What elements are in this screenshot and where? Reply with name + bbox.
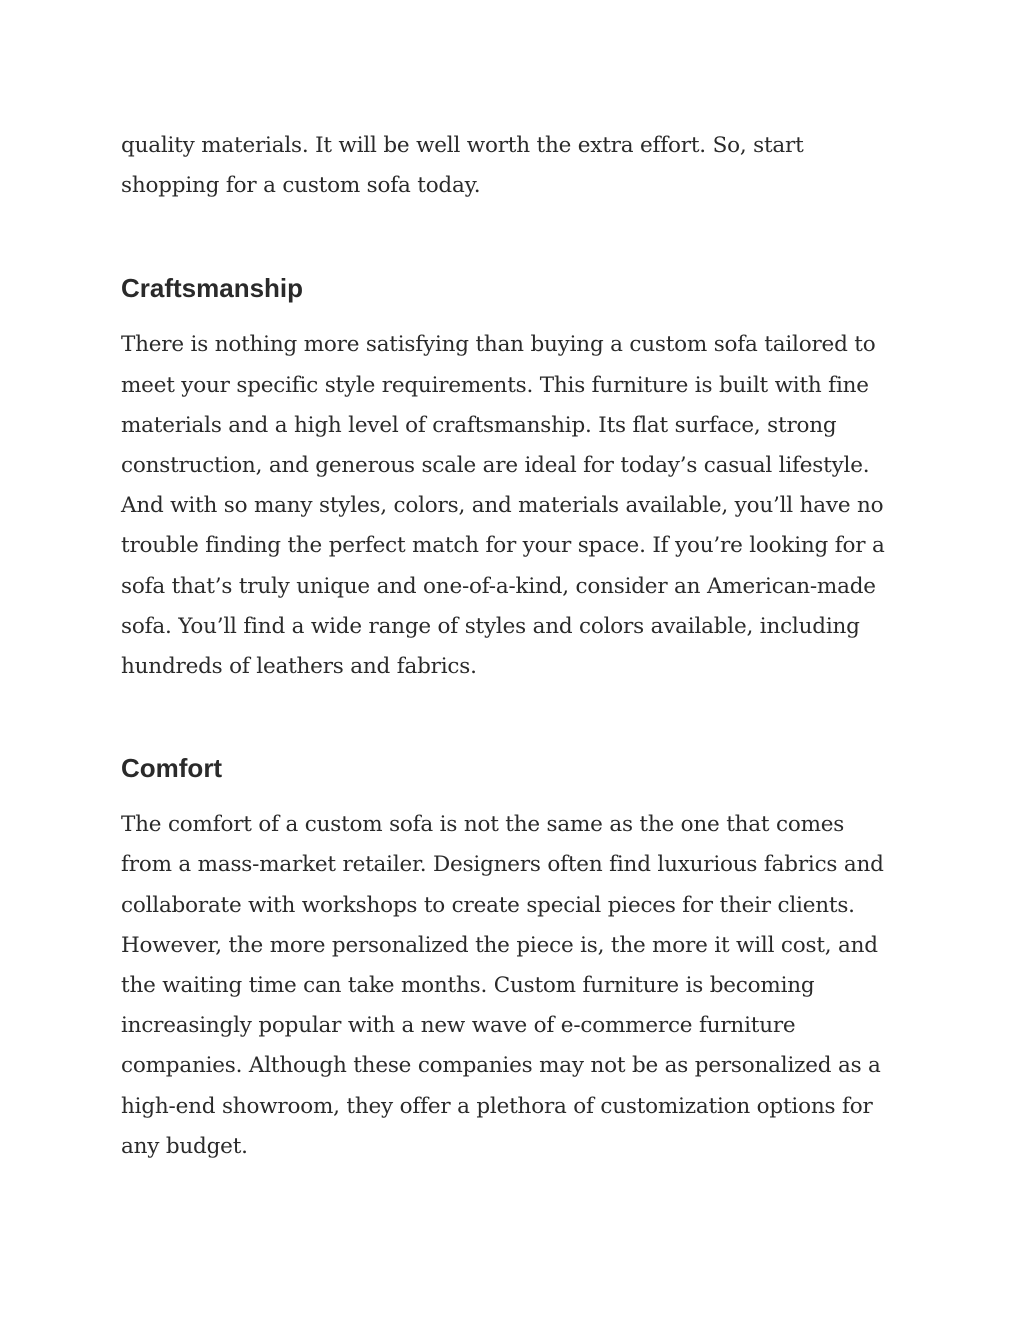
text-line: quality materials. It will be well worth the extra effort. So, start	[121, 133, 804, 158]
text-line: trouble finding the perfect match for your space. If you’re looking for a	[121, 533, 885, 559]
text-line: the waiting time can take months. Custom furniture is becoming	[121, 973, 815, 999]
text-line: However, the more personalized the piece is, the more it will cost, and	[121, 932, 878, 958]
comfort-paragraph	[121, 805, 911, 1167]
text-line: hundreds of leathers and fabrics.	[121, 654, 477, 680]
text-line: construction, and generous scale are ideal for today’s casual lifestyle.	[121, 453, 870, 479]
text-line: The comfort of a custom sofa is not the same as the one that comes	[121, 812, 845, 838]
text-line: collaborate with workshops to create special pieces for their clients.	[121, 892, 855, 918]
intro-paragraph	[121, 126, 911, 206]
section-heading-craftsmanship: Craftsmanship	[121, 273, 304, 304]
text-line: meet your specific style requirements. This furniture is built with fine	[121, 372, 869, 398]
text-line: high-end showroom, they offer a plethora of customization options for	[121, 1093, 873, 1119]
text-line: sofa. You’ll find a wide range of styles and colors available, including	[121, 613, 860, 639]
document-page	[121, 126, 911, 1167]
section-heading-comfort: Comfort	[121, 753, 223, 784]
text-line: shopping for a custom sofa today.	[121, 173, 481, 199]
text-line: from a mass-market retailer. Designers often find luxurious fabrics and	[121, 852, 884, 878]
text-line: any budget.	[121, 1133, 248, 1159]
craftsmanship-paragraph	[121, 325, 911, 687]
text-line: There is nothing more satisfying than buying a custom sofa tailored to	[121, 332, 876, 358]
text-line: increasingly popular with a new wave of e-commerce furniture	[121, 1013, 796, 1039]
text-line: materials and a high level of craftsmanship. Its flat surface, strong	[121, 412, 837, 438]
text-line: companies. Although these companies may not be as personalized as a	[121, 1053, 881, 1079]
text-line: sofa that’s truly unique and one-of-a-kind, consider an American-made	[121, 573, 876, 599]
text-line: And with so many styles, colors, and materials available, you’ll have no	[121, 493, 884, 519]
